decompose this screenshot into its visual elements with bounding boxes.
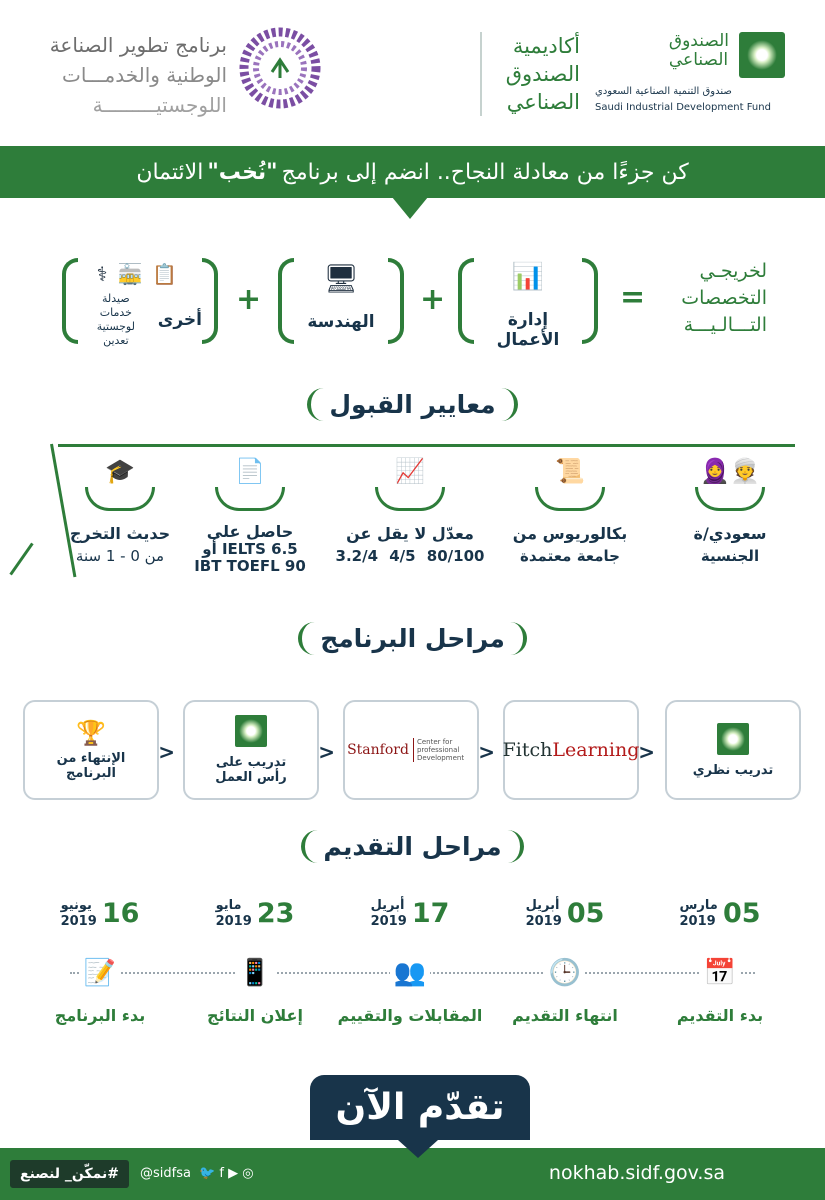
other-item: صيدلة <box>102 292 130 305</box>
diploma-icon: 📜 <box>555 457 585 485</box>
other-fields-icons: 📋🚋⚕ <box>96 262 188 286</box>
sidf-logo <box>595 32 785 122</box>
sqrt-tick <box>9 543 33 576</box>
hashtag-badge: #نمكّن_ لنصنع <box>10 1160 129 1188</box>
date-program-start <box>35 898 165 930</box>
criterion-line2: من 0 - 1 سنة <box>75 547 165 565</box>
sidf-star-icon <box>739 32 785 78</box>
calendar-icon: 📅 <box>700 955 740 991</box>
banner-text-1: كن جزءًا من معادلة النجاح.. انضم إلى برنامج <box>281 159 689 185</box>
date-month: مارس <box>679 898 718 913</box>
apply-heading-text: مراحل التقديم <box>301 830 523 863</box>
criterion-line2: الجنسية <box>700 547 760 565</box>
sidf-sub-ar: صندوق التنمية الصناعية السعودي <box>595 86 732 97</box>
brace-right <box>582 258 598 344</box>
criterion-line2: 3.2/4 4/5 80/100 <box>335 547 485 565</box>
stage-label-line2: البرنامج <box>66 766 116 781</box>
other-item: تعدين <box>103 334 129 347</box>
banner-text-2: الائتمان <box>136 159 204 185</box>
stage-fitch <box>503 700 639 800</box>
criteria-heading <box>0 388 825 421</box>
criterion-line1: حاصل على <box>206 522 294 541</box>
arc <box>375 487 445 511</box>
banner-pointer <box>392 197 428 219</box>
business-growth-icon: 📊 <box>511 262 545 292</box>
date-month-year <box>679 898 717 930</box>
date-results <box>190 898 320 930</box>
brace-left <box>278 258 294 344</box>
stage-stanford <box>343 700 479 800</box>
date-month: يونيو <box>60 898 92 913</box>
date-month-year <box>371 898 407 930</box>
date-month-year <box>526 898 562 930</box>
timeline-label: إعلان النتائج <box>207 1006 303 1025</box>
plus-sign-1: + <box>420 282 446 317</box>
criterion-line1: حديث التخرج <box>69 524 171 543</box>
timeline-label: المقابلات والتقييم <box>337 1006 483 1025</box>
grad-line3: التـــالـيـــة <box>683 314 767 336</box>
program-heading <box>0 622 825 655</box>
stage-label: تدريب نظري <box>692 762 774 778</box>
criteria-heading-text: معايير القبول <box>307 388 517 421</box>
date-year: 2019 <box>215 914 252 929</box>
program-heading-text: مراحل البرنامج <box>298 622 527 655</box>
graduates-label <box>647 258 767 339</box>
other-label: أخرى <box>157 310 202 330</box>
chevron-left-icon: < <box>318 740 335 764</box>
date-interviews <box>345 898 475 930</box>
ndlp-line3: اللوجستيـــــــــة <box>92 93 227 117</box>
graduation-cap-icon: 🎓 <box>105 457 135 485</box>
date-month: أبريل <box>370 898 405 913</box>
plus-sign-2: + <box>236 282 262 317</box>
date-month-year <box>216 898 252 930</box>
grad-line1: لخريجـي <box>699 260 767 282</box>
ndlp-emblem-icon <box>232 26 328 110</box>
brace-right <box>388 258 404 344</box>
criterion-line2: IELTS 6.5 أو <box>202 540 298 558</box>
saudi-people-icon: 👳🧕 <box>700 457 760 485</box>
criterion-gpa <box>335 455 485 567</box>
date-end-apply <box>500 898 630 930</box>
stanford-logo <box>347 738 475 762</box>
criterion-line3: IBT TOEFL 90 <box>194 557 306 575</box>
academy-logo-text <box>480 32 580 116</box>
academy-line3: الصناعي <box>506 90 580 114</box>
date-year: 2019 <box>60 914 97 929</box>
stage-label-line2: رأس العمل <box>215 770 287 785</box>
apply-now-button[interactable]: تقدّم الآن <box>310 1075 530 1140</box>
learning-text: Learning <box>552 739 640 761</box>
date-year: 2019 <box>525 914 562 929</box>
date-month: أبريل <box>525 898 560 913</box>
stanford-sub: Center for professional Development <box>413 738 475 762</box>
sidf-name-line1: الصندوق <box>668 31 729 51</box>
fitch-text: Fitch <box>502 739 553 761</box>
rating-phone-icon: 📱 <box>235 955 275 991</box>
stage-theory <box>665 700 801 800</box>
academy-line1: أكاديمية <box>512 34 580 58</box>
pen-paper-icon: 📝 <box>80 955 120 991</box>
social-icons[interactable]: 🐦 f ▶ ◎ <box>199 1166 254 1181</box>
arc <box>85 487 155 511</box>
interview-board-icon: 👥 <box>390 955 430 991</box>
arc <box>535 487 605 511</box>
brace-left <box>62 258 78 344</box>
criterion-line1: سعودي/ة <box>693 524 767 543</box>
sqrt-bar <box>58 444 795 447</box>
banner-program-name: "نُخب" <box>207 159 278 185</box>
business-label: إدارة الأعمال <box>496 310 560 350</box>
date-day: 05 <box>722 898 761 929</box>
criterion-degree <box>495 455 645 567</box>
brace-right <box>202 258 218 344</box>
join-banner <box>0 146 825 198</box>
ndlp-line2: الوطنية والخدمـــات <box>62 63 227 87</box>
date-month: مايو <box>215 898 242 913</box>
social-handle[interactable]: @sidfsa <box>140 1166 191 1181</box>
date-start-apply <box>655 898 785 930</box>
fitch-learning-logo <box>503 739 640 761</box>
chevron-left-icon: < <box>478 740 495 764</box>
sidf-name-line2: الصناعي <box>668 50 729 70</box>
stanford-name: Stanford <box>347 742 409 758</box>
chevron-left-icon: < <box>638 740 655 764</box>
other-items <box>80 292 152 348</box>
sidf-name-en: Saudi Industrial Development Fund <box>595 102 771 113</box>
ndlp-line1: برنامج تطوير الصناعة <box>49 33 227 57</box>
criterion-line1: بكالوريوس من <box>512 524 628 543</box>
date-year: 2019 <box>679 914 716 929</box>
stage-label-line1: الإنتهاء من <box>56 751 126 766</box>
equals-sign: = <box>620 280 646 315</box>
criterion-line1: معدّل لا يقل عن <box>346 524 474 543</box>
date-year: 2019 <box>370 914 407 929</box>
stage-completion <box>23 700 159 800</box>
bar-chart-icon: 📈 <box>395 457 425 485</box>
date-day: 17 <box>411 898 450 929</box>
brace-left <box>458 258 474 344</box>
website-link[interactable]: nokhab.sidf.gov.sa <box>548 1162 725 1184</box>
arc <box>215 487 285 511</box>
stage-label-line1: تدريب على <box>215 755 287 770</box>
criterion-language <box>175 455 325 575</box>
other-item: خدمات لوجستية <box>96 306 135 333</box>
stage-on-job <box>183 700 319 800</box>
chevron-left-icon: < <box>158 740 175 764</box>
criterion-line2: جامعة معتمدة <box>520 547 620 565</box>
date-month-year <box>61 898 97 930</box>
timeline-label: بدء البرنامج <box>54 1006 146 1025</box>
apply-heading <box>0 830 825 863</box>
date-day: 23 <box>256 898 295 929</box>
document-icon: 📄 <box>235 457 265 485</box>
criterion-recent-grad <box>55 455 185 567</box>
person-clock-icon: 🕒 <box>545 955 585 991</box>
sidf-star-icon <box>235 715 267 747</box>
computer-gears-icon: 🖥 <box>323 262 359 295</box>
date-day: 16 <box>101 898 140 929</box>
sidf-star-icon <box>717 723 749 755</box>
apply-pointer <box>398 1140 438 1158</box>
other-fields <box>80 292 202 348</box>
criterion-nationality <box>655 455 805 567</box>
engineering-label: الهندسة <box>307 312 375 332</box>
date-day: 05 <box>566 898 605 929</box>
ndlp-program-title <box>32 30 227 120</box>
grad-line2: التخصصات <box>681 287 767 309</box>
timeline-label: بدء التقديم <box>676 1006 764 1025</box>
academy-line2: الصندوق <box>505 62 580 86</box>
timeline-label: انتهاء التقديم <box>512 1006 618 1025</box>
social-links[interactable] <box>140 1166 254 1181</box>
podium-icon: 🏆 <box>76 719 106 747</box>
arc <box>695 487 765 511</box>
